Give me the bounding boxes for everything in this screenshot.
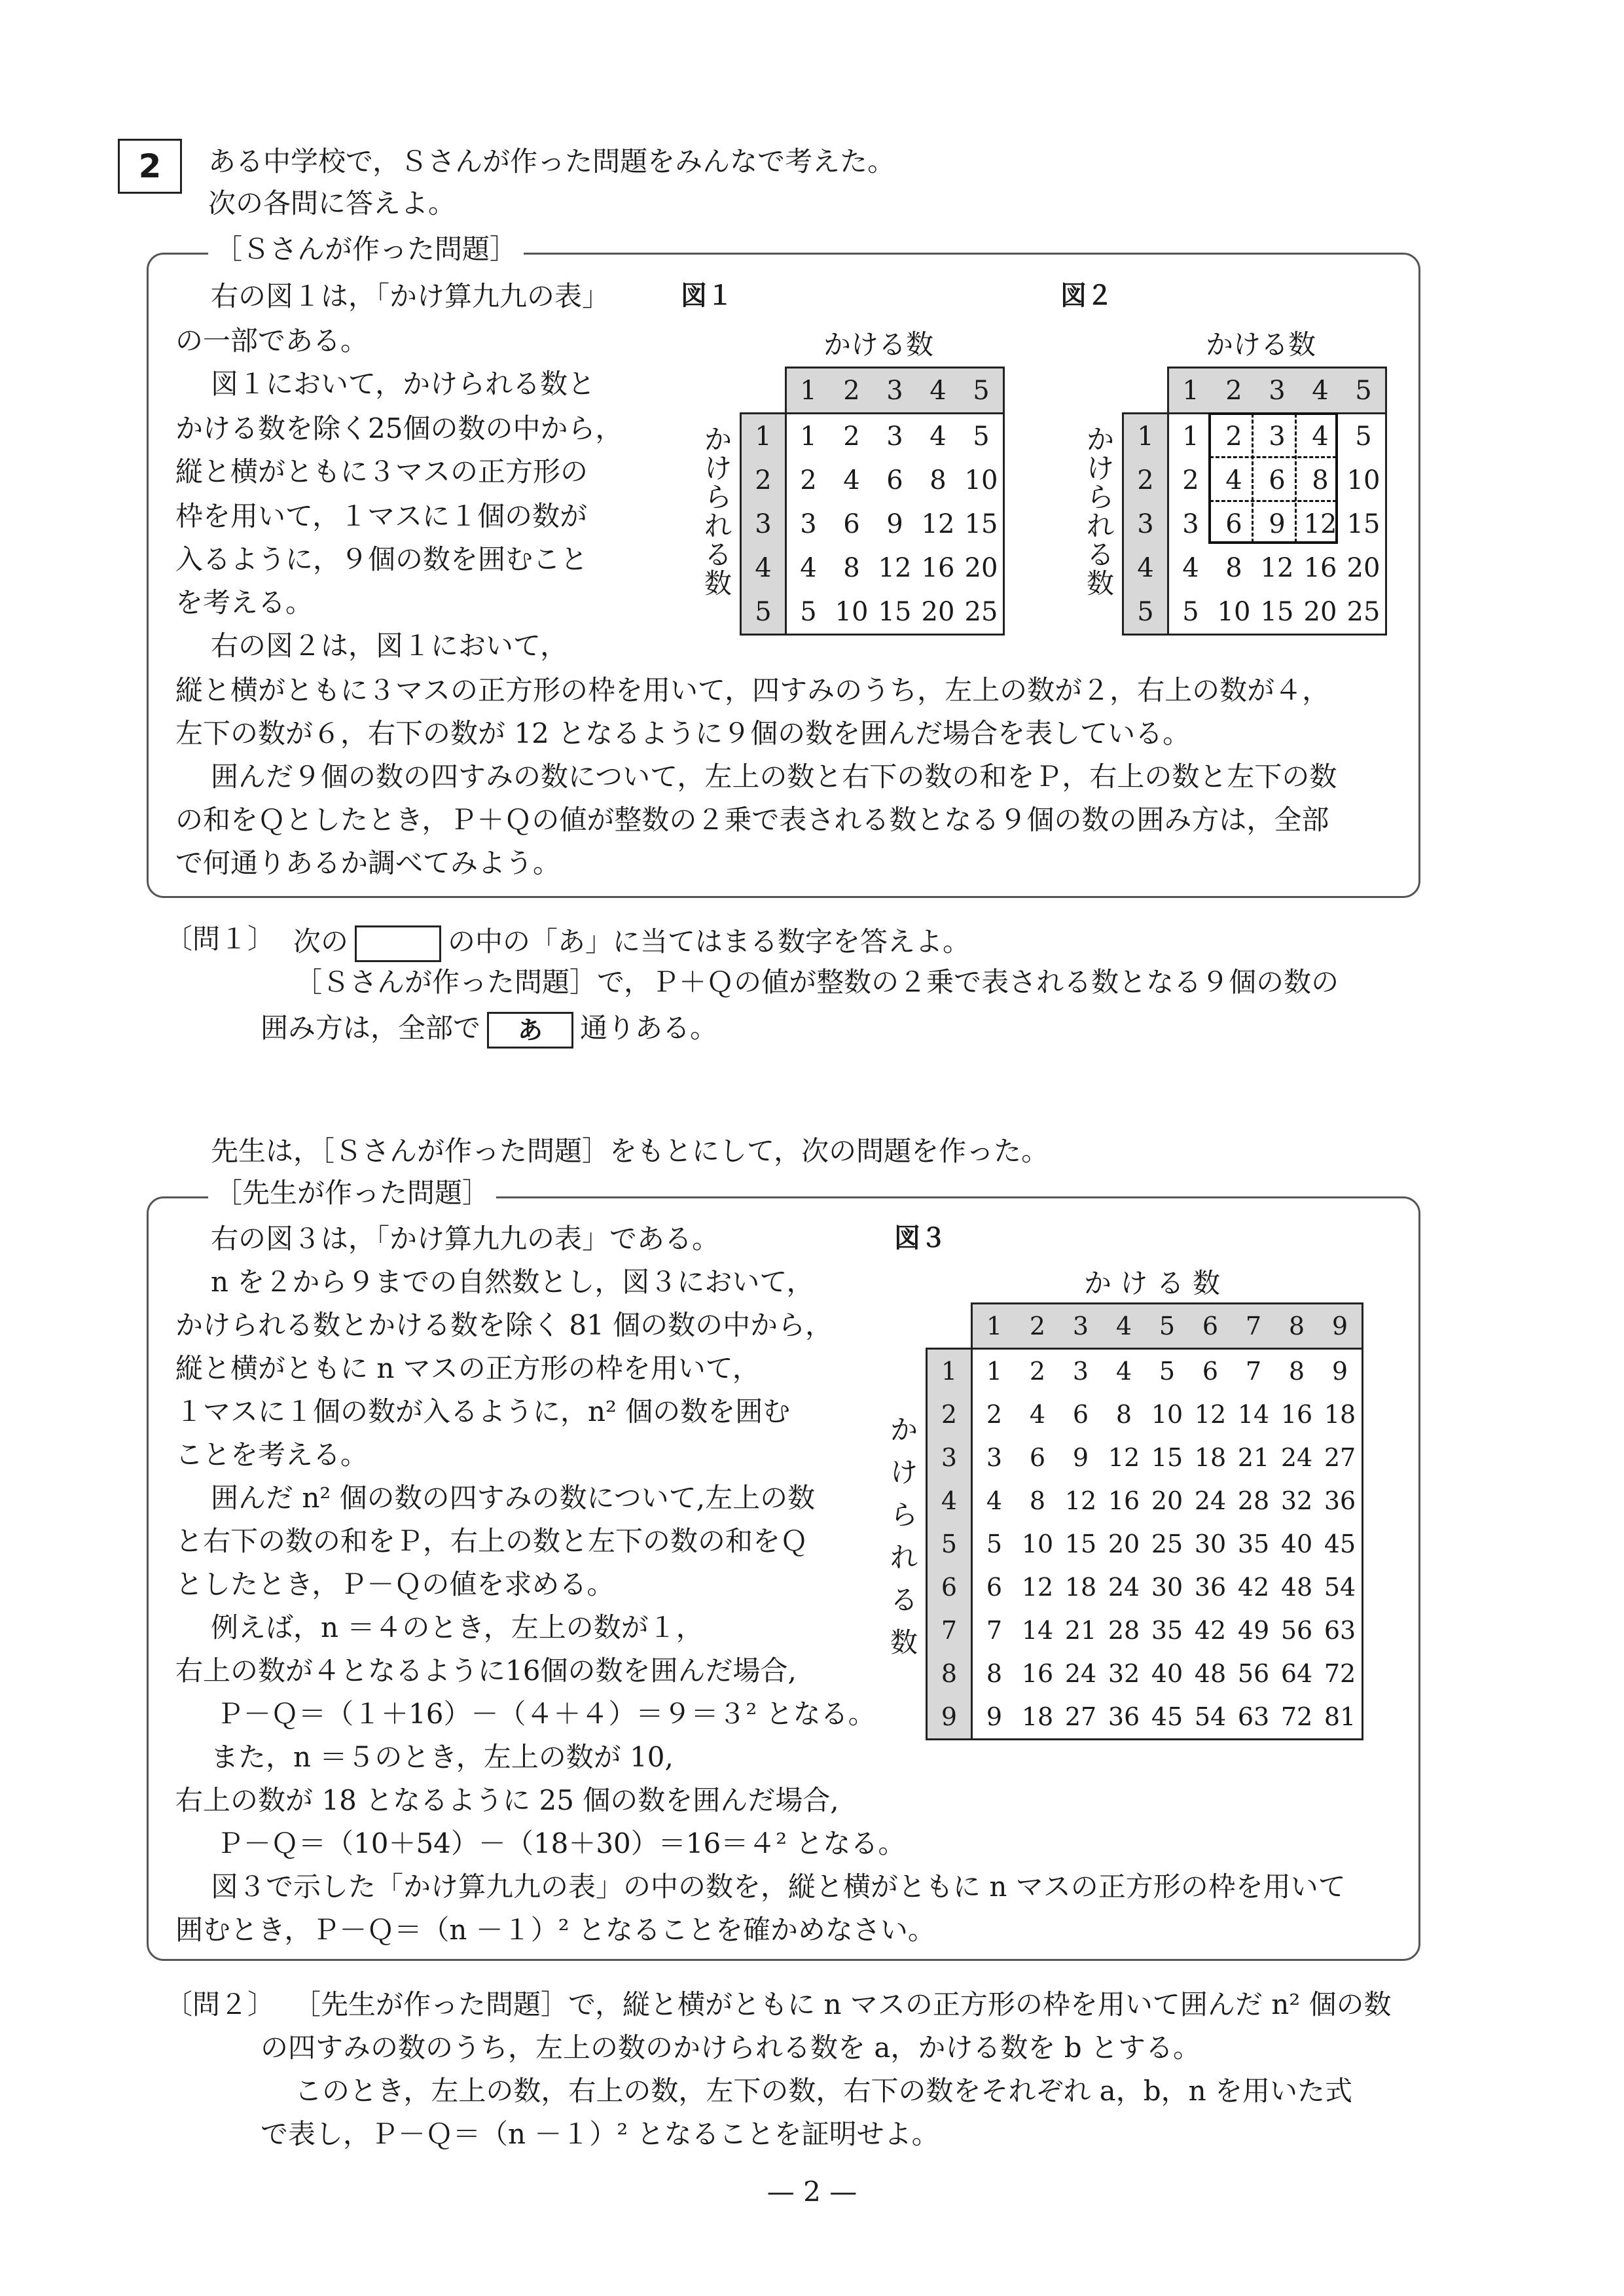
row-header: 1 xyxy=(741,414,786,459)
table-cell: 2 xyxy=(843,421,860,452)
table-cell: 42 xyxy=(1237,1573,1270,1602)
table-row xyxy=(1123,546,1386,590)
table-cell: 5 xyxy=(1159,1357,1176,1386)
table-cell: 12 xyxy=(1303,509,1337,539)
table-cell: 8 xyxy=(1225,552,1242,583)
table-cell: 18 xyxy=(1194,1443,1227,1472)
table-cell: 63 xyxy=(1318,1609,1363,1652)
column-header: 5 xyxy=(1342,368,1386,414)
table-cell: 10 xyxy=(1342,458,1386,502)
table-cell: 8 xyxy=(1115,1400,1132,1429)
table-cell: 24 xyxy=(1280,1443,1313,1472)
table-cell: 10 xyxy=(960,458,1004,502)
table-cell: 81 xyxy=(1318,1695,1363,1740)
column-header: 9 xyxy=(1318,1304,1363,1349)
row-header: 8 xyxy=(927,1652,972,1695)
s-problem-title: ［Ｓさんが作った問題］ xyxy=(208,236,524,263)
table-row xyxy=(741,414,1004,459)
row-header: 2 xyxy=(927,1393,972,1436)
table-cell: 36 xyxy=(1194,1573,1227,1602)
table-cell: 9 xyxy=(972,1695,1017,1740)
table-cell: 8 xyxy=(986,1659,1003,1688)
table-row xyxy=(1123,590,1386,635)
table-row xyxy=(927,1522,1363,1566)
table-cell: 45 xyxy=(1318,1522,1363,1566)
table-cell: 12 xyxy=(1260,552,1294,583)
table-cell: 8 xyxy=(1288,1357,1305,1386)
intro-line-1: ある中学校で，Ｓさんが作った問題をみんなで考えた。 xyxy=(208,145,895,177)
column-header: 2 xyxy=(1016,1304,1059,1349)
t-left-line: かけられる数とかける数を除く 81 個の数の中から， xyxy=(175,1309,833,1341)
row-header: 4 xyxy=(927,1479,972,1522)
s-left-line: 右の図２は，図１において， xyxy=(211,630,568,662)
t-left-line: としたとき，Ｐ－Ｑの値を求める。 xyxy=(175,1568,615,1600)
table-cell: 5 xyxy=(986,1530,1003,1558)
q2-label: 〔問２〕 xyxy=(165,1988,276,2020)
table-cell: 12 xyxy=(878,552,912,583)
column-header: 2 xyxy=(1212,368,1255,414)
row-header: 4 xyxy=(741,546,786,590)
s-left-line: かける数を除く25個の数の中から， xyxy=(175,412,623,444)
table-cell: 24 xyxy=(1194,1486,1227,1515)
table-cell: 48 xyxy=(1194,1659,1227,1688)
table-cell: 6 xyxy=(886,465,903,495)
table-cell: 20 xyxy=(1342,546,1386,590)
table-cell: 2 xyxy=(986,1400,1003,1429)
table-cell: 12 xyxy=(1064,1486,1097,1515)
table-cell: 20 xyxy=(1151,1486,1183,1515)
table-cell: 12 xyxy=(921,509,955,539)
table-cell: 48 xyxy=(1280,1573,1313,1602)
t-left-line: 縦と横がともに n マスの正方形の枠を用いて， xyxy=(175,1352,760,1384)
table-corner xyxy=(741,368,786,414)
t-left-line: 右の図３は，「かけ算九九の表」である。 xyxy=(211,1223,720,1255)
teacher-intro: 先生は，［Ｓさんが作った問題］をもとにして，次の問題を作った。 xyxy=(211,1135,1049,1167)
t-left-line: 例えば，n ＝４のとき，左上の数が１， xyxy=(211,1611,704,1643)
q1-answer-box: あ xyxy=(487,1012,573,1049)
table-cell: 2 xyxy=(800,465,817,495)
table-cell: 35 xyxy=(1151,1616,1183,1645)
t-left-line: また，n ＝５のとき，左上の数が 10, xyxy=(211,1741,674,1773)
table-cell: 6 xyxy=(1225,509,1242,539)
fig1-title: 図１ xyxy=(681,281,733,311)
table-cell: 28 xyxy=(1108,1616,1140,1645)
row-header: 6 xyxy=(927,1566,972,1609)
table-row xyxy=(927,1566,1363,1609)
table-cell: 1 xyxy=(800,421,817,452)
s-left-line: 入るように，９個の数を囲むこと xyxy=(175,543,588,575)
table-cell: 5 xyxy=(960,414,1004,459)
table-cell: 16 xyxy=(1108,1486,1140,1515)
table-row xyxy=(927,1393,1363,1436)
column-header: 5 xyxy=(960,368,1004,414)
table-cell: 3 xyxy=(800,509,817,539)
column-header: 3 xyxy=(1255,368,1299,414)
table-row xyxy=(927,1652,1363,1695)
row-header: 5 xyxy=(1123,590,1168,635)
row-header: 1 xyxy=(927,1349,972,1393)
table-cell: 4 xyxy=(843,465,860,495)
table-cell: 18 xyxy=(1318,1393,1363,1436)
q1-line-3: 囲み方は，全部で あ 通りある。 xyxy=(261,1012,717,1049)
fig2-dashed-line xyxy=(1210,456,1337,458)
fig3-table xyxy=(926,1302,1363,1740)
table-cell: 20 xyxy=(1299,590,1342,635)
table-cell: 24 xyxy=(1064,1659,1097,1688)
table-cell: 54 xyxy=(1189,1695,1232,1740)
fig2-title: 図２ xyxy=(1060,281,1113,311)
table-cell: 56 xyxy=(1280,1616,1313,1645)
table-cell: 21 xyxy=(1237,1443,1270,1472)
table-cell: 4 xyxy=(1312,421,1329,452)
row-header: 3 xyxy=(1123,502,1168,546)
table-cell: 8 xyxy=(843,552,860,583)
row-header: 2 xyxy=(1123,458,1168,502)
table-cell: 49 xyxy=(1237,1616,1270,1645)
table-cell: 15 xyxy=(960,502,1004,546)
q1-blank-box xyxy=(355,925,441,962)
table-cell: 9 xyxy=(1318,1349,1363,1393)
table-cell: 20 xyxy=(960,546,1004,590)
table-cell: 24 xyxy=(1108,1573,1140,1602)
table-row xyxy=(741,546,1004,590)
q1-line-2: ［Ｓさんが作った問題］で，Ｐ＋Ｑの値が整数の２乗で表される数となる９個の数の xyxy=(295,966,1339,998)
table-row xyxy=(741,458,1004,502)
table-row xyxy=(927,1349,1363,1393)
fig1-row-label: か け ら れ る 数 xyxy=(704,423,732,600)
t-left-line: 右上の数が４となるように16個の数を囲んだ場合, xyxy=(175,1655,797,1687)
t-left-line: と右下の数の和をＰ，右上の数と左下の数の和をＱ xyxy=(175,1525,808,1557)
table-cell: 3 xyxy=(1269,421,1286,452)
table-cell: 27 xyxy=(1318,1436,1363,1479)
fig3-title: 図３ xyxy=(894,1223,947,1253)
table-cell: 14 xyxy=(1237,1400,1270,1429)
table-cell: 36 xyxy=(1102,1695,1146,1740)
row-header: 3 xyxy=(741,502,786,546)
table-cell: 63 xyxy=(1232,1695,1275,1740)
table-cell: 5 xyxy=(786,590,831,635)
table-cell: 42 xyxy=(1194,1616,1227,1645)
table-cell: 18 xyxy=(1064,1573,1097,1602)
s-left-line: 右の図１は，「かけ算九九の表」 xyxy=(211,280,610,312)
table-cell: 4 xyxy=(986,1486,1003,1515)
table-cell: 9 xyxy=(1269,509,1286,539)
column-header: 4 xyxy=(1102,1304,1146,1349)
table-cell: 9 xyxy=(1072,1443,1089,1472)
row-header: 5 xyxy=(741,590,786,635)
table-cell: 4 xyxy=(929,421,947,452)
table-cell: 3 xyxy=(1072,1357,1089,1386)
fig1-col-label: かける数 xyxy=(823,329,934,361)
table-cell: 5 xyxy=(1342,414,1386,459)
column-header: 7 xyxy=(1232,1304,1275,1349)
s-left-line: 図１において，かけられる数と xyxy=(211,368,596,400)
table-cell: 64 xyxy=(1280,1659,1313,1688)
table-cell: 8 xyxy=(1312,465,1329,495)
table-cell: 30 xyxy=(1151,1573,1183,1602)
table-cell: 40 xyxy=(1280,1530,1313,1558)
table-cell: 6 xyxy=(1202,1357,1219,1386)
t-left-line: 右上の数が 18 となるように 25 個の数を囲んだ場合, xyxy=(175,1784,839,1816)
s-full-line: 囲んだ９個の数の四すみの数について，左上の数と右下の数の和をＰ，右上の数と左下の数 xyxy=(211,761,1337,793)
table-cell: 2 xyxy=(1182,465,1199,495)
table-cell: 15 xyxy=(1342,502,1386,546)
fig2-col-label: かける数 xyxy=(1206,329,1316,361)
table-row xyxy=(927,1695,1363,1740)
table-corner xyxy=(927,1304,972,1349)
q2-line: ［先生が作った問題］で，縦と横がともに n マスの正方形の枠を用いて囲んだ n² 個の数 xyxy=(293,1988,1392,2020)
table-cell: 12 xyxy=(1194,1400,1227,1429)
table-cell: 36 xyxy=(1318,1479,1363,1522)
fig2-row-label: か け ら れ る 数 xyxy=(1086,423,1114,600)
s-full-line: の和をＱとしたとき，Ｐ＋Ｑの値が整数の２乗で表される数となる９個の数の囲み方は，全部 xyxy=(175,804,1329,836)
column-header: 3 xyxy=(873,368,916,414)
s-full-line: で何通りあるか調べてみよう。 xyxy=(175,847,561,879)
table-cell: 18 xyxy=(1016,1695,1059,1740)
table-cell: 28 xyxy=(1237,1486,1270,1515)
table-cell: 15 xyxy=(1064,1530,1097,1558)
row-header: 5 xyxy=(927,1522,972,1566)
table-cell: 14 xyxy=(1021,1616,1054,1645)
table-cell: 16 xyxy=(1021,1659,1054,1688)
problem-number: 2 xyxy=(118,139,182,194)
table-cell: 2 xyxy=(1225,421,1242,452)
table-cell: 20 xyxy=(1108,1530,1140,1558)
column-header: 4 xyxy=(916,368,960,414)
table-cell: 35 xyxy=(1237,1530,1270,1558)
fig2-dashed-line xyxy=(1252,414,1254,543)
row-header: 2 xyxy=(741,458,786,502)
t-left-line: n を２から９までの自然数とし，図３において， xyxy=(211,1266,814,1298)
table-cell: 1 xyxy=(986,1357,1003,1386)
table-cell: 25 xyxy=(960,590,1004,635)
table-cell: 56 xyxy=(1237,1659,1270,1688)
table-cell: 7 xyxy=(986,1616,1003,1645)
q2-line: このとき，左上の数，右上の数，左下の数，右下の数をそれぞれ a，b，n を用いた式 xyxy=(295,2075,1352,2107)
table-cell: 6 xyxy=(1269,465,1286,495)
table-cell: 20 xyxy=(916,590,960,635)
s-left-line: の一部である。 xyxy=(175,325,369,357)
fig2-dashed-line xyxy=(1295,414,1297,543)
q1-line-1: 次の の中の「あ」に当てはまる数字を答えよ。 xyxy=(293,925,970,962)
page-number: — 2 — xyxy=(767,2176,857,2208)
row-header: 7 xyxy=(927,1609,972,1652)
t-full-line: 図３で示した「かけ算九九の表」の中の数を，縦と横がともに n マスの正方形の枠を用いて xyxy=(211,1871,1346,1903)
table-cell: 45 xyxy=(1146,1695,1189,1740)
column-header: 2 xyxy=(830,368,873,414)
fig3-col-label: か け る 数 xyxy=(1084,1267,1221,1299)
table-row xyxy=(927,1479,1363,1522)
table-row xyxy=(927,1436,1363,1479)
column-header: 3 xyxy=(1059,1304,1102,1349)
row-header: 9 xyxy=(927,1695,972,1740)
table-cell: 4 xyxy=(1182,552,1199,583)
q1-label: 〔問１〕 xyxy=(165,923,276,955)
table-cell: 25 xyxy=(1342,590,1386,635)
table-cell: 4 xyxy=(1225,465,1242,495)
s-full-line: 左下の数が６，右下の数が 12 となるように９個の数を囲んだ場合を表している。 xyxy=(175,717,1191,749)
table-cell: 27 xyxy=(1059,1695,1102,1740)
row-header: 3 xyxy=(927,1436,972,1479)
table-cell: 10 xyxy=(1212,590,1255,635)
q2-line: の四すみの数のうち，左上の数のかけられる数を a，かける数を b とする。 xyxy=(261,2032,1200,2064)
column-header: 8 xyxy=(1275,1304,1318,1349)
t-left-line: １マスに１個の数が入るように，n² 個の数を囲む xyxy=(175,1395,791,1427)
table-cell: 5 xyxy=(1168,590,1213,635)
table-row xyxy=(741,590,1004,635)
table-cell: 10 xyxy=(1151,1400,1183,1429)
table-cell: 4 xyxy=(1029,1400,1046,1429)
table-cell: 7 xyxy=(1245,1357,1262,1386)
table-cell: 54 xyxy=(1318,1566,1363,1609)
table-cell: 1 xyxy=(1182,421,1199,452)
column-header: 1 xyxy=(972,1304,1017,1349)
column-header: 1 xyxy=(1168,368,1213,414)
t-left-line: Ｐ－Ｑ＝（１＋16）－（４＋４）＝９＝３² となる。 xyxy=(216,1698,876,1730)
table-cell: 2 xyxy=(1029,1357,1046,1386)
table-cell: 32 xyxy=(1280,1486,1313,1515)
fig3-row-label: か け ら れ る 数 xyxy=(890,1414,918,1659)
table-cell: 72 xyxy=(1275,1695,1318,1740)
table-cell: 6 xyxy=(986,1573,1003,1602)
table-cell: 3 xyxy=(986,1443,1003,1472)
s-left-line: 枠を用いて，１マスに１個の数が xyxy=(175,500,588,532)
s-full-line: 縦と横がともに３マスの正方形の枠を用いて，四すみのうち，左上の数が２，右上の数が４， xyxy=(175,674,1330,706)
table-cell: 3 xyxy=(886,421,903,452)
table-cell: 15 xyxy=(1151,1443,1183,1472)
table-cell: 6 xyxy=(843,509,860,539)
row-header: 1 xyxy=(1123,414,1168,459)
table-cell: 15 xyxy=(1255,590,1299,635)
table-cell: 16 xyxy=(921,552,955,583)
t-full-line: Ｐ－Ｑ＝（10＋54）－（18＋30）＝16＝４² となる。 xyxy=(216,1827,906,1859)
column-header: 6 xyxy=(1189,1304,1232,1349)
table-cell: 8 xyxy=(1029,1486,1046,1515)
table-corner xyxy=(1123,368,1168,414)
table-cell: 8 xyxy=(929,465,947,495)
fig1-table xyxy=(740,367,1005,636)
table-cell: 12 xyxy=(1108,1443,1140,1472)
table-cell: 16 xyxy=(1303,552,1337,583)
column-header: 4 xyxy=(1299,368,1342,414)
table-cell: 10 xyxy=(830,590,873,635)
table-cell: 21 xyxy=(1064,1616,1097,1645)
table-cell: 32 xyxy=(1108,1659,1140,1688)
fig2-dashed-line xyxy=(1210,500,1337,502)
table-cell: 10 xyxy=(1021,1530,1054,1558)
table-cell: 6 xyxy=(1072,1400,1089,1429)
column-header: 1 xyxy=(786,368,831,414)
s-left-line: 縦と横がともに３マスの正方形の xyxy=(175,456,588,488)
t-problem-title: ［先生が作った問題］ xyxy=(208,1179,496,1207)
column-header: 5 xyxy=(1146,1304,1189,1349)
row-header: 4 xyxy=(1123,546,1168,590)
table-cell: 15 xyxy=(873,590,916,635)
table-cell: 30 xyxy=(1194,1530,1227,1558)
intro-line-2: 次の各問に答えよ。 xyxy=(208,187,456,219)
table-cell: 40 xyxy=(1151,1659,1183,1688)
fig2-selection-frame xyxy=(1208,412,1338,544)
table-row xyxy=(741,502,1004,546)
table-cell: 16 xyxy=(1280,1400,1313,1429)
table-cell: 4 xyxy=(800,552,817,583)
table-cell: 9 xyxy=(886,509,903,539)
table-cell: 4 xyxy=(1115,1357,1132,1386)
table-cell: 6 xyxy=(1029,1443,1046,1472)
t-full-line: 囲むとき，Ｐ－Ｑ＝（n －１）² となることを確かめなさい。 xyxy=(175,1914,935,1946)
q2-line: で表し，Ｐ－Ｑ＝（n －１）² となることを証明せよ。 xyxy=(261,2118,939,2150)
s-left-line: を考える。 xyxy=(175,586,314,619)
t-left-line: 囲んだ n² 個の数の四すみの数について,左上の数 xyxy=(211,1482,816,1514)
table-cell: 25 xyxy=(1151,1530,1183,1558)
t-left-line: ことを考える。 xyxy=(175,1439,369,1471)
table-cell: 12 xyxy=(1021,1573,1054,1602)
table-cell: 3 xyxy=(1182,509,1199,539)
table-cell: 72 xyxy=(1318,1652,1363,1695)
table-row xyxy=(927,1609,1363,1652)
